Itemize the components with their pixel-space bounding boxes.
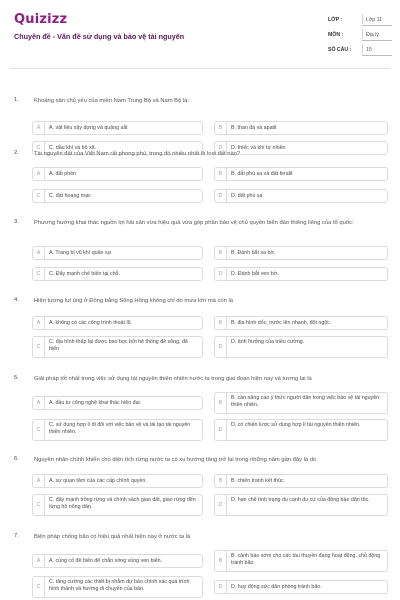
option-letter: B — [215, 122, 227, 134]
option-letter: C — [33, 268, 45, 280]
option-4c[interactable] — [32, 336, 203, 358]
option-5d[interactable] — [214, 419, 388, 441]
option-6d[interactable] — [214, 494, 388, 516]
option-text: D. đất phù sa — [231, 192, 263, 199]
option-4a[interactable] — [32, 316, 203, 330]
meta-class-label: LỚP : — [328, 17, 343, 23]
option-letter: A — [33, 122, 45, 134]
option-text: A. Trang bị vũ khí quân sự. — [49, 249, 113, 256]
option-text: C. địa hình thấp lại được bao bọc bởi hệ thống đê sông, đê biển — [49, 339, 188, 352]
option-letter: A — [33, 168, 45, 180]
option-text: A. sự quan tâm của các cấp chính quyền. — [49, 477, 147, 484]
option-letter: C — [33, 190, 45, 202]
option-text: C. Đẩy mạnh chế biến tại chỗ. — [49, 270, 120, 277]
option-text: B. chiến tranh kết thúc. — [231, 477, 286, 484]
option-letter: A — [33, 475, 45, 487]
meta-underline — [362, 55, 392, 56]
option-text: D. có chiến lược sử dụng hợp lí tài nguyên thiên nhiên. — [231, 422, 361, 428]
option-2c[interactable] — [32, 189, 203, 203]
option-letter: D — [215, 142, 227, 154]
meta-subject-value: Địa lý — [366, 32, 379, 38]
option-2a[interactable] — [32, 167, 203, 181]
option-letter: B — [215, 317, 227, 329]
option-text: A. không có các công trình thoát lũ. — [49, 319, 133, 326]
option-text: D. thiếc và khí tự nhiên — [231, 144, 286, 151]
question-text: Nguyên nhân chính khiến cho diện tích rừng nước ta có xu hướng tăng trở lại trong những năm gần đây là do — [34, 457, 317, 463]
option-2d[interactable] — [214, 189, 388, 203]
option-text: D. hạn chế tình trạng du canh du cư của đồng bào dân tộc. — [231, 497, 370, 503]
header-divider — [10, 68, 390, 69]
option-text: A. củng cố đê biển để chắn sóng vùng ven biển. — [49, 557, 163, 564]
option-text: C. đẩy mạnh trồng rừng và chính sách giao đất, giao rừng đến từng hộ nông dân. — [49, 497, 196, 510]
option-6b[interactable] — [214, 474, 388, 488]
option-letter: A — [33, 317, 45, 329]
option-letter: A — [33, 555, 45, 567]
meta-underline — [362, 25, 392, 26]
question-number: 5. — [14, 375, 19, 381]
meta-count-value: 15 — [366, 47, 372, 53]
option-text: B. địa hình dốc, nước lên nhanh, đột ngột. — [231, 319, 331, 326]
option-7a[interactable] — [32, 554, 203, 568]
question-number: 7. — [14, 533, 19, 539]
option-5b[interactable] — [214, 392, 388, 414]
option-4d[interactable] — [214, 336, 388, 358]
option-letter: C — [33, 142, 45, 154]
meta-class-value: Lớp 11 — [366, 17, 382, 23]
option-letter: D — [215, 420, 227, 440]
option-text: B. cần nâng cao ý thức người dân trong việc bảo vệ tài nguyên thiên nhiên. — [231, 395, 380, 408]
question-number: 2. — [14, 150, 19, 156]
option-letter: B — [215, 393, 227, 413]
option-3c[interactable] — [32, 267, 203, 281]
option-4b[interactable] — [214, 316, 388, 330]
option-letter: D — [215, 581, 227, 593]
option-7b[interactable] — [214, 550, 388, 572]
option-letter: B — [215, 247, 227, 259]
option-letter: C — [33, 495, 45, 515]
option-text: B. Đánh bắt xa bờ. — [231, 249, 276, 256]
option-text: B. than đá và apatit — [231, 124, 277, 131]
option-text: B. đất phù sa và đất feralit — [231, 170, 293, 177]
option-text: C. dầu khí và bô xít. — [49, 144, 97, 151]
meta-subject-label: MÔN : — [328, 32, 344, 38]
option-letter: A — [33, 247, 45, 259]
option-letter: C — [33, 420, 45, 440]
question-number: 3. — [14, 219, 19, 225]
option-6c[interactable] — [32, 494, 203, 516]
worksheet-header — [0, 0, 400, 68]
question-number: 4. — [14, 297, 19, 303]
option-3a[interactable] — [32, 246, 203, 260]
option-text: C. tăng cường các thiết bị nhằm dự báo chính xác quá trình hình thành và hướng di chuyển của bão. — [49, 579, 190, 592]
option-text: A. đầu tư công nghệ khai thác hiện đại. — [49, 399, 142, 406]
question-text: Tài nguyên đất của Việt Nam rất phong phú, trong đó nhiều nhất là loại đất nào? — [34, 151, 241, 157]
meta-separator — [362, 29, 363, 39]
option-text: B. cảnh báo sớm cho các tàu thuyền đang hoạt động, chủ động tránh bão. — [231, 553, 381, 566]
option-letter: C — [33, 337, 45, 357]
option-text: C. đất hoang mạc — [49, 192, 91, 199]
option-text: A. vật liệu xây dựng và quặng sắt — [49, 124, 128, 131]
option-text: A. đất phèn — [49, 170, 77, 177]
option-5c[interactable] — [32, 419, 203, 441]
question-text: Phương hướng khai thác nguồn lợi hải sản vừa hiệu quả vừa góp phần bảo vệ chủ quyền biển đảo thiêng liêng của tổ quốc: — [34, 220, 354, 226]
option-text: D. ảnh hưởng của triều cường. — [231, 339, 305, 345]
option-1a[interactable] — [32, 121, 203, 135]
question-number: 6. — [14, 456, 19, 462]
question-text: Giải pháp tốt nhất trong việc sử dụng tài nguyên thiên nhiên nước ta trong giai đoạn hiện nay và tương lai là — [34, 376, 312, 382]
option-letter: C — [33, 577, 45, 597]
option-letter: B — [215, 168, 227, 180]
option-letter: A — [33, 397, 45, 409]
option-letter: D — [215, 190, 227, 202]
option-3b[interactable] — [214, 246, 388, 260]
option-letter: B — [215, 551, 227, 571]
option-1b[interactable] — [214, 121, 388, 135]
option-2b[interactable] — [214, 167, 388, 181]
meta-separator — [362, 14, 363, 24]
meta-separator — [362, 44, 363, 54]
option-letter: D — [215, 268, 227, 280]
quizizz-logo: Quizizz — [14, 12, 68, 27]
option-3d[interactable] — [214, 267, 388, 281]
option-letter: D — [215, 337, 227, 357]
option-text: C. sử dụng hợp lí đi đôi với việc bảo vệ và tái tạo tài nguyên thiên nhiên. — [49, 422, 191, 435]
option-6a[interactable] — [32, 474, 203, 488]
worksheet-title: Chuyên đề - Vấn đề sử dụng và bảo vệ tài nguyên — [14, 32, 185, 41]
option-text: D. huy động sức dân phòng tránh bão. — [231, 583, 322, 590]
option-text: D. Đánh bắt ven bờ. — [231, 270, 279, 277]
question-text: Khoáng sản chủ yếu của miền Nam Trung Bộ và Nam Bộ là: — [34, 98, 189, 104]
option-7d[interactable] — [214, 580, 388, 594]
option-7c[interactable] — [32, 576, 203, 598]
option-letter: D — [215, 495, 227, 515]
option-letter: B — [215, 475, 227, 487]
question-number: 1. — [14, 97, 19, 103]
question-text: Biện pháp chống bão có hiệu quả nhất hiện nay ở nước ta là — [34, 534, 191, 540]
meta-count-label: SỐ CÂU : — [328, 47, 352, 53]
meta-underline — [362, 40, 392, 41]
question-text: Hiện tượng lụt úng ở Đồng bằng Sông Hồng không chỉ do mưa lớn mà còn là — [34, 298, 233, 304]
option-5a[interactable] — [32, 396, 203, 410]
